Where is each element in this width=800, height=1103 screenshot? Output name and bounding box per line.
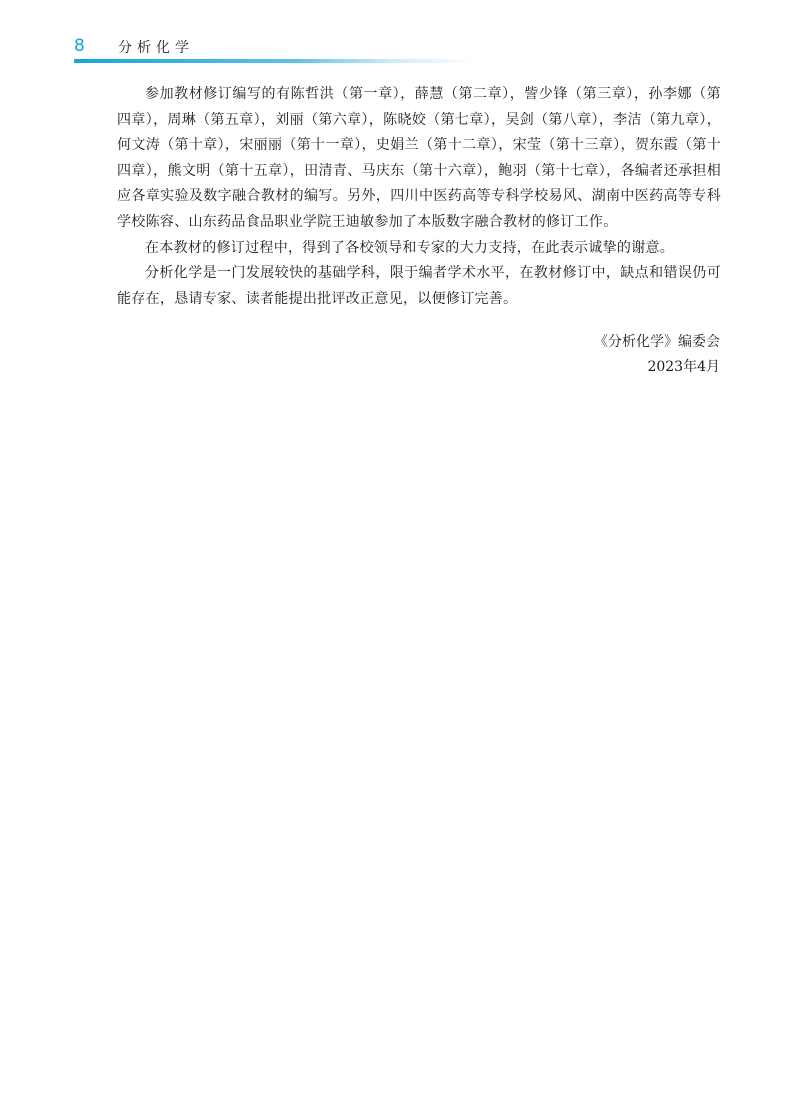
page-header [74,34,604,64]
paragraph-contributors: 参加教材修订编写的有陈哲洪（第一章），薛慧（第二章），訾少锋（第三章），孙李娜（第四章），周琳（第五章），刘丽（第六章），陈晓姣（第七章），吴剑（第八章），李洁（第九章），何文涛（第十章），宋丽丽（第十一章），史娟兰（第十二章），宋莹（第十三章），贺东霞（第十四章），熊文明（第十五章），田清青、马庆东（第十六章），鲍羽（第十七章），各编者还承担相应各章实验及数字融合教材的编写。另外，四川中医药高等专科学校易风、湖南中医药高等专科学校陈容、山东药品食品职业学院王迪敏参加了本版数字融合教材的修订工作。 [117,86,721,230]
paragraph-disclaimer: 分析化学是一门发展较快的基础学科，限于编者学术水平，在教材修订中，缺点和错误仍可能存在，恳请专家、读者能提出批评改正意见，以便修订完善。 [117,265,721,307]
running-title: 分析化学 [118,40,194,56]
signature-date: 2023年4月 [647,359,720,375]
editorial-committee: 《分析化学》编委会 [594,334,720,350]
paragraph-acknowledgement: 在本教材的修订过程中，得到了各校领导和专家的大力支持，在此表示诚挚的谢意。 [145,239,675,256]
page-number: 8 [74,36,85,56]
body-text [117,82,721,312]
signature-block [594,330,720,380]
header-rule [74,59,474,63]
